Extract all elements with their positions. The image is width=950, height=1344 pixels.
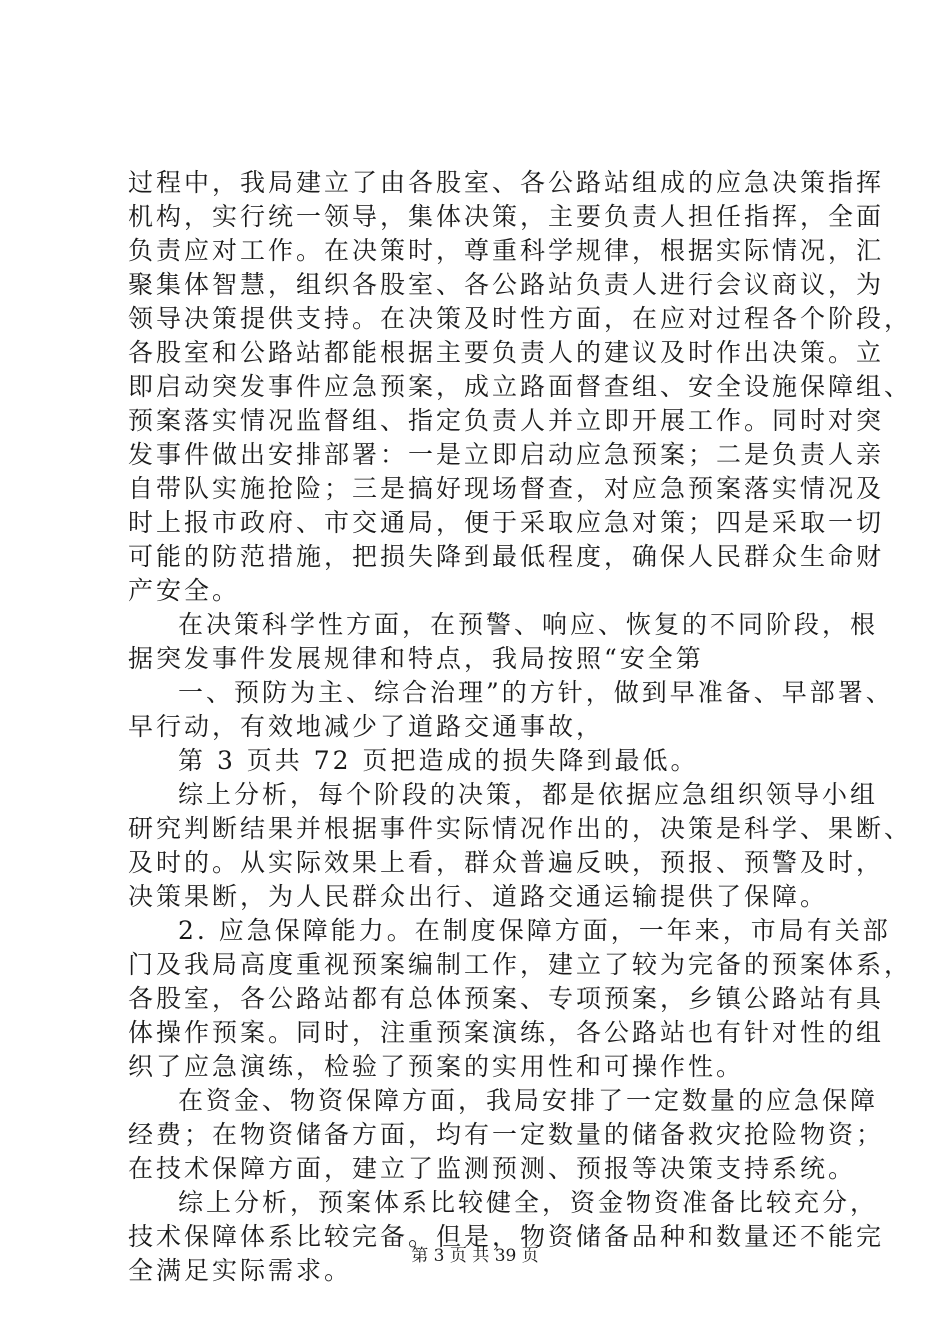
text-line: 技术保障体系比较完备。但是，物资储备品种和数量还不能完 xyxy=(128,1222,885,1251)
text-line: 织了应急演练，检验了预案的实用性和可操作性。 xyxy=(128,1052,745,1081)
paragraph-start-line: 在决策科学性方面，在预警、响应、恢复的不同阶段，根 xyxy=(178,610,879,639)
paragraph-start-line: 综上分析，每个阶段的决策，都是依据应急组织领导小组 xyxy=(178,780,879,809)
text-line: 发事件做出安排部署：一是立即启动应急预案；二是负责人亲 xyxy=(128,440,885,469)
text-line: 机构，实行统一领导，集体决策，主要负责人担任指挥，全面 xyxy=(128,202,885,231)
text-line: 在技术保障方面，建立了监测预测、预报等决策支持系统。 xyxy=(128,1154,857,1183)
text-line: 研究判断结果并根据事件实际情况作出的，决策是科学、果断、 xyxy=(128,814,913,843)
text-line: 据突发事件发展规律和特点，我局按照“安全第 xyxy=(128,644,704,673)
page-footer: 第 3 页 共 39 页 xyxy=(411,1246,539,1266)
text-line: 可能的防范措施，把损失降到最低程度，确保人民群众生命财 xyxy=(128,542,885,571)
text-line: 即启动突发事件应急预案，成立路面督查组、安全设施保障组、 xyxy=(128,372,913,401)
text-line: 早行动，有效地减少了道路交通事故， xyxy=(128,712,605,741)
text-line: 预案落实情况监督组、指定负责人并立即开展工作。同时对突 xyxy=(128,406,885,435)
text-line: 各股室和公路站都能根据主要负责人的建议及时作出决策。立 xyxy=(128,338,885,367)
paragraph-start-line: 2. 应急保障能力。在制度保障方面，一年来，市局有关部 xyxy=(178,916,891,945)
text-line: 全满足实际需求。 xyxy=(128,1256,353,1285)
text-line: 领导决策提供支持。在决策及时性方面，在应对过程各个阶段， xyxy=(128,304,913,333)
text-line: 经费；在物资储备方面，均有一定数量的储备救灾抢险物资； xyxy=(128,1120,885,1149)
text-line: 门及我局高度重视预案编制工作，建立了较为完备的预案体系， xyxy=(128,950,913,979)
text-line: 聚集体智慧，组织各股室、各公路站负责人进行会议商议，为 xyxy=(128,270,885,299)
text-line: 体操作预案。同时，注重预案演练，各公路站也有针对性的组 xyxy=(128,1018,885,1047)
paragraph-start-line: 综上分析，预案体系比较健全，资金物资准备比较充分， xyxy=(178,1188,879,1217)
paragraph-start-line: 一、预防为主、综合治理”的方针，做到早准备、早部署、 xyxy=(178,678,894,707)
text-line: 各股室，各公路站都有总体预案、专项预案，乡镇公路站有具 xyxy=(128,984,885,1013)
text-line: 产安全。 xyxy=(128,576,241,605)
text-line: 及时的。从实际效果上看，群众普遍反映，预报、预警及时， xyxy=(128,848,885,877)
paragraph-start-line: 在资金、物资保障方面，我局安排了一定数量的应急保障 xyxy=(178,1086,879,1115)
paragraph-start-line: 第 3 页共 72 页把造成的损失降到最低。 xyxy=(178,746,699,775)
text-line: 负责应对工作。在决策时，尊重科学规律，根据实际情况，汇 xyxy=(128,236,885,265)
text-line: 时上报市政府、市交通局，便于采取应急对策；四是采取一切 xyxy=(128,508,885,537)
text-line: 自带队实施抢险；三是搞好现场督查，对应急预案落实情况及 xyxy=(128,474,885,503)
document-body xyxy=(128,166,913,1288)
text-line: 决策果断，为人民群众出行、道路交通运输提供了保障。 xyxy=(128,882,829,911)
text-line: 过程中，我局建立了由各股室、各公路站组成的应急决策指挥 xyxy=(128,168,885,197)
